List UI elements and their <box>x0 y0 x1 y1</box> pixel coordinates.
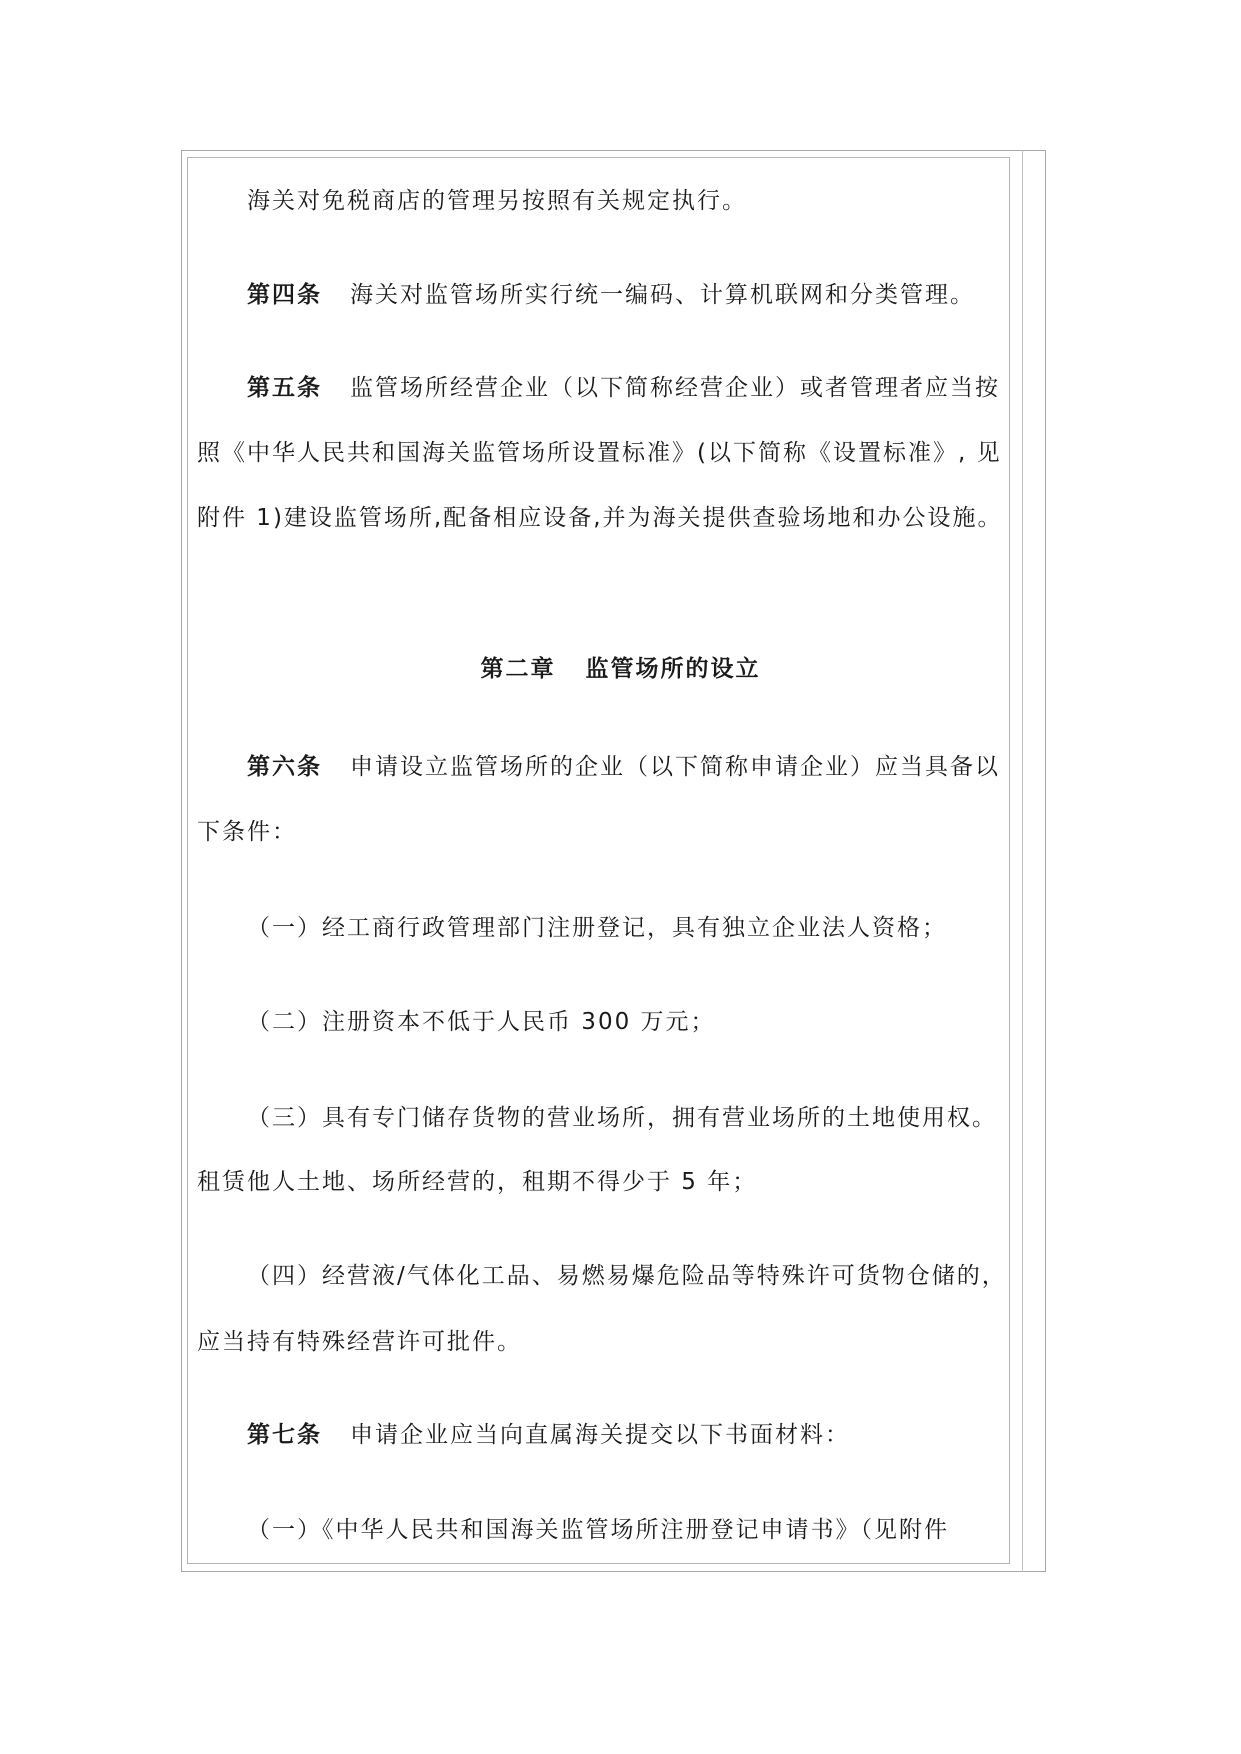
chapter-title: 监管场所的设立 <box>585 656 761 682</box>
condition-4-line-1: （四）经营液/气体化工品、易燃易爆危险品等特殊许可货物仓储的， <box>247 1263 1007 1289</box>
margin-rule <box>1022 150 1023 1572</box>
article-5-title: 第五条 <box>247 375 322 401</box>
article-6-line-1 <box>247 752 1000 782</box>
condition-3-line-2: 租赁他人土地、场所经营的，租期不得少于 5 年； <box>197 1169 758 1195</box>
article-6-text-1: 申请设立监管场所的企业（以下简称申请企业）应当具备以 <box>350 754 1000 780</box>
condition-1: （一）经工商行政管理部门注册登记，具有独立企业法人资格； <box>247 915 947 941</box>
article-6-line-2: 下条件： <box>197 819 297 845</box>
article-7 <box>247 1420 850 1450</box>
article-7-title: 第七条 <box>247 1422 322 1448</box>
condition-3-line-1: （三）具有专门储存货物的营业场所，拥有营业场所的土地使用权。 <box>247 1105 997 1131</box>
condition-4-line-2: 应当持有特殊经营许可批件。 <box>197 1329 522 1355</box>
article-5-line-2: 照《中华人民共和国海关监管场所设置标准》(以下简称《设置标准》, 见 <box>197 440 1002 466</box>
article-4 <box>247 280 975 310</box>
article-5-text-1: 监管场所经营企业（以下简称经营企业）或者管理者应当按 <box>350 375 1000 401</box>
article-6-title: 第六条 <box>247 754 322 780</box>
material-1: （一）《中华人民共和国海关监管场所注册登记申请书》（见附件 <box>247 1517 949 1543</box>
article-4-text: 海关对监管场所实行统一编码、计算机联网和分类管理。 <box>350 282 975 308</box>
article-5-line-1 <box>247 373 1000 403</box>
article-4-title: 第四条 <box>247 282 322 308</box>
article-5-line-3: 附件 1)建设监管场所,配备相应设备,并为海关提供查验场地和办公设施。 <box>197 505 1003 531</box>
paragraph-duty-free-shops: 海关对免税商店的管理另按照有关规定执行。 <box>247 188 747 214</box>
condition-2: （二）注册资本不低于人民币 300 万元； <box>247 1009 716 1035</box>
chapter-number: 第二章 <box>480 656 556 682</box>
chapter-heading <box>0 654 1241 684</box>
article-7-text: 申请企业应当向直属海关提交以下书面材料： <box>350 1422 850 1448</box>
